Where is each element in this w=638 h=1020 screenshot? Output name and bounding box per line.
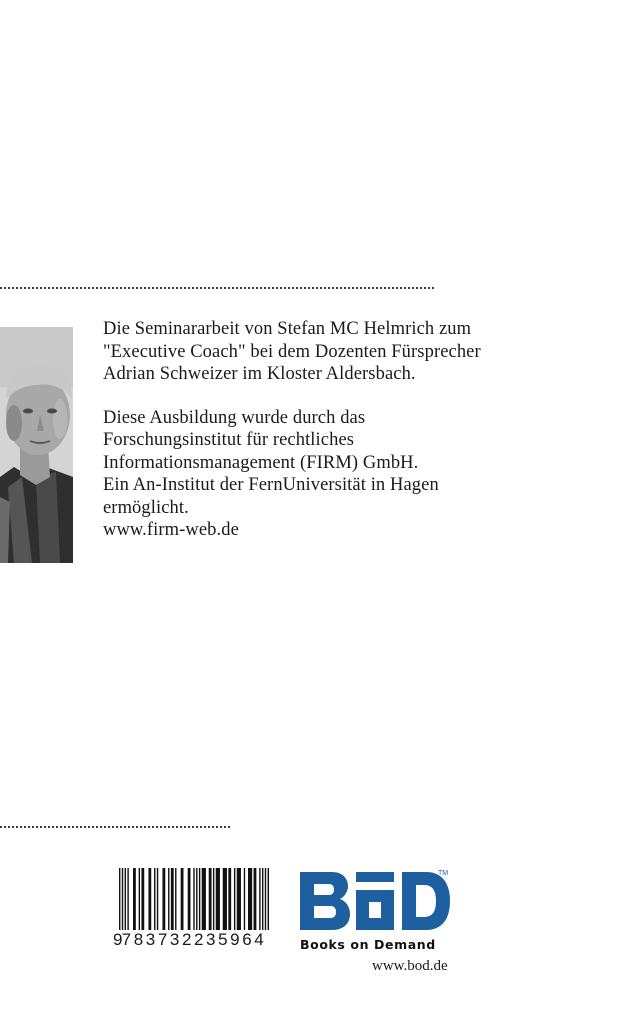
barcode-bar	[119, 868, 120, 938]
barcode-bar	[175, 868, 176, 930]
barcode-bar	[248, 868, 252, 930]
blurb-paragraph-seminar: Die Seminararbeit von Stefan MC Helmrich zum "Executive Coach" bei dem Dozenten Fürsprecher Adrian Schweizer im Kloster Aldersbach.	[103, 319, 481, 384]
isbn-barcode	[113, 868, 275, 968]
bod-logo	[298, 870, 452, 932]
barcode-bar	[162, 868, 165, 930]
dotted-divider-top	[0, 287, 434, 289]
isbn-lead-digit: 9	[113, 930, 126, 949]
barcode-bar	[202, 868, 206, 930]
barcode-bar	[193, 868, 194, 930]
author-photo	[0, 327, 73, 563]
barcode-bar	[216, 868, 220, 930]
dotted-divider-bottom	[0, 826, 230, 828]
barcode-bar	[139, 868, 140, 930]
barcode-bar	[141, 868, 144, 930]
barcode-bar	[148, 868, 151, 930]
barcode-bar	[196, 868, 197, 930]
barcode-bar	[127, 868, 128, 930]
barcode-bar	[244, 868, 245, 930]
blurb-paragraph-institute: Diese Ausbildung wurde durch das Forschungsinstitut für rechtliches Informationsmanagement (FIRM) GmbH. Ein An-Institut der FernUniversität in Hagen ermöglicht. www.firm-web.de	[103, 407, 439, 540]
isbn-barcode-digits	[113, 930, 275, 950]
barcode-bar	[188, 868, 191, 930]
barcode-bar	[237, 868, 241, 930]
barcode-bar	[122, 868, 123, 938]
barcode-bar	[223, 868, 227, 930]
barcode-bar	[168, 868, 169, 930]
barcode-bar	[228, 868, 231, 930]
bod-website: www.bod.de	[372, 958, 448, 974]
barcode-bar	[262, 868, 263, 938]
barcode-bar	[125, 868, 126, 938]
barcode-bar	[234, 868, 235, 930]
barcode-bar	[133, 868, 136, 930]
barcode-bar	[268, 868, 269, 938]
back-cover-blurb	[103, 318, 523, 542]
barcode-bar	[209, 868, 212, 930]
bod-trademark: TM	[438, 870, 449, 877]
bod-tagline: Books on Demand	[300, 937, 436, 952]
barcode-bar	[181, 868, 184, 930]
barcode-bar	[213, 868, 214, 930]
barcode-bar	[171, 868, 174, 930]
barcode-bar	[199, 868, 200, 930]
barcode-bar	[259, 868, 260, 930]
barcode-bar	[254, 868, 257, 930]
barcode-bar	[157, 868, 158, 930]
isbn-digits: 783732235964	[121, 930, 267, 949]
barcode-bar	[265, 868, 266, 938]
barcode-bar	[154, 868, 155, 930]
